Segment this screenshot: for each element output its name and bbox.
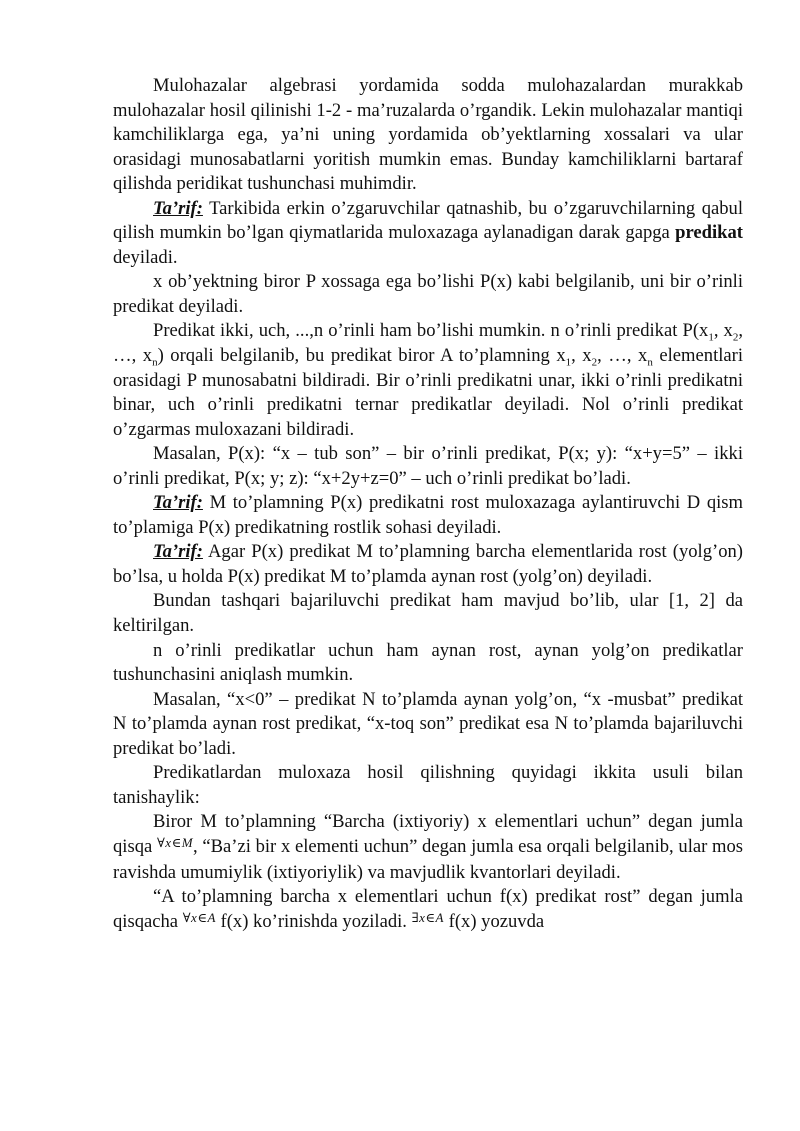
paragraph-definition-identically-true: Ta’rif: Agar P(x) predikat M to’plamning barcha elementlarida rost (yolg’on) bo’lsa, u holda P(x) predikat M to’plamda aynan rost (yolg’on) deyiladi. xyxy=(113,541,743,587)
paragraph-examples-2: Masalan, “x<0” – predikat N to’plamda aynan yolg’on, “x -musbat” predikat N to’plamda aynan rost predikat, “x-toq son” predikat esa N to’plamda bajariluvchi predikat bo’ladi. xyxy=(113,688,743,759)
paragraph-satisfiable: Bundan tashqari bajariluvchi predikat ham mavjud bo’lib, ular [1, 2] da keltirilgan. xyxy=(113,590,743,637)
paragraph-n-place-true-false: n o’rinli predikatlar uchun ham aynan rost, aynan yolg’on predikatlar tushunchasini aniqlash mumkin. xyxy=(113,639,743,686)
definition-term: Ta’rif: xyxy=(153,492,203,514)
paragraph-quantifier-notation: “A to’plamning barcha x elementlari uchun f(x) predikat rost” degan jumla qisqacha $^{\forall x\in A}$ f(x) ko’rinishda yoziladi. $^{\exists x\in A}$ f(x) yozuvda xyxy=(113,886,743,932)
forall-formula: ∀x∈M xyxy=(156,834,194,850)
paragraph-intro: Mulohazalar algebrasi yordamida sodda mulohazalardan murakkab mulohazalar hosil qilinishi 1-2 - ma’ruzalarda o’rgandik. Lekin mulohazalar mantiqi kamchiliklarga ega, ya’ni uning yordamida ob’yektlarning xossalari va ular orasidagi munosabatlarni yoritish mumkin emas. Bunday kamchiliklarni bartaraf qilishda peridikat tushunchasi muhimdir. xyxy=(113,75,743,195)
paragraph-examples: Masalan, P(x): “x – tub son” – bir o’rinli predikat, P(x; y): “x+y=5” – ikki o’rinli predikat, P(x; y; z): “x+2y+z=0” – uch o’rinli predikat bo’ladi. xyxy=(113,443,743,489)
definition-text-end: deyiladi. xyxy=(113,246,178,268)
exists-formula: ∃x∈A xyxy=(411,909,444,925)
predicate-keyword: predikat xyxy=(675,222,743,244)
document-page xyxy=(113,74,743,935)
definition-term: Ta’rif: xyxy=(153,197,203,219)
forall-formula: ∀x∈A xyxy=(182,909,216,925)
paragraph-n-place-predicate: Predikat ikki, uch, ...,n o’rinli ham bo’lishi mumkin. n o’rinli predikat $P(x_1$, $x_2$, …, $x_n$) orqali belgilanib, bu predikat biror A to’plamning $x_1$, $x_2$, …, $x_n$ elementlari orasidagi P munosabatni bildiradi. Bir o’rinli predikatni unar, ikki o’rinli predikatni binar, uch o’rinli predikatni ternar predikatlar deyiladi. Nol o’rinli predikat o’zgarmas muloxazani bildiradi. xyxy=(113,320,744,440)
paragraph-definition-truth-set: Ta’rif: M to’plamning P(x) predikatni rost muloxazaga aylantiruvchi D qism to’plamiga P(x) predikatning rostlik sohasi deyiladi. xyxy=(113,492,743,538)
paragraph-definition-predicate xyxy=(113,197,743,271)
definition-term: Ta’rif: xyxy=(153,541,203,563)
paragraph-quantifiers: Biror M to’plamning “Barcha (ixtiyoriy) x elementlari uchun” degan jumla qisqa $^{\forall x\in M}$, “Ba’zi bir x elementi uchun” degan jumla esa orqali belgilanib, ular mos ravishda umumiylik (ixtiyoriylik) va mavjudlik kvantorlari deyiladi. xyxy=(113,811,743,883)
paragraph-unary-predicate: x ob’yektning biror P xossaga ega bo’lishi P(x) kabi belgilanib, uni bir o’rinli predikat deyiladi. xyxy=(113,271,743,317)
definition-text: Tarkibida erkin o’zgaruvchilar qatnashib, bu o’zgaruvchilarning qabul qilish mumkin bo’lgan qiymatlarida muloxazaga aylanadigan darak gapga xyxy=(113,197,743,244)
paragraph-ways-intro: Predikatlardan muloxaza hosil qilishning quyidagi ikkita usuli bilan tanishaylik: xyxy=(113,762,743,808)
